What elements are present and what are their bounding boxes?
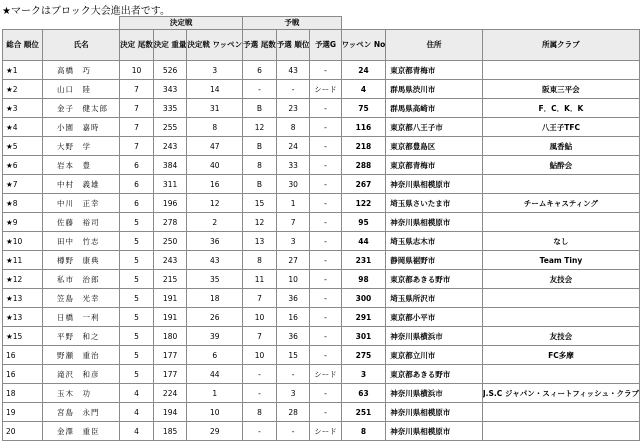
results-table [2,16,640,441]
cell-final-wappen: 18 [187,289,243,308]
table-row [3,213,640,232]
cell-final-wappen: 3 [187,61,243,80]
cell-final-weight: 177 [153,365,187,384]
cell-final-weight: 185 [153,422,187,441]
cell-wappen-no: 95 [341,213,386,232]
cell-prelim-g: - [310,137,341,156]
cell-final-wappen: 40 [187,156,243,175]
cell-prelim-rank: - [276,422,310,441]
cell-rank: ★13 [3,289,43,308]
cell-club [482,175,639,194]
col-final-wappen: 決定戦 ワッペン [187,30,243,61]
cell-prelim-g: - [310,61,341,80]
cell-prelim-g: - [310,327,341,346]
table-row [3,99,640,118]
cell-wappen-no: 288 [341,156,386,175]
cell-club: 友技会 [482,270,639,289]
cell-prelim-hits: 12 [243,118,277,137]
cell-wappen-no: 122 [341,194,386,213]
cell-address: 静岡県裾野市 [386,251,483,270]
cell-name: 笠島 光幸 [43,289,120,308]
table-row [3,365,640,384]
cell-name: 金澤 重臣 [43,422,120,441]
cell-final-wappen: 26 [187,308,243,327]
cell-prelim-rank: 24 [276,137,310,156]
table-row [3,422,640,441]
cell-prelim-hits: 15 [243,194,277,213]
cell-name: 田中 竹志 [43,232,120,251]
cell-rank: ★11 [3,251,43,270]
cell-prelim-hits: 10 [243,346,277,365]
cell-wappen-no: 231 [341,251,386,270]
cell-name: 樽野 康典 [43,251,120,270]
cell-address: 東京都あきる野市 [386,270,483,289]
cell-rank: 20 [3,422,43,441]
table-row [3,137,640,156]
cell-address: 群馬県高崎市 [386,99,483,118]
cell-prelim-rank: 36 [276,289,310,308]
cell-rank: 19 [3,403,43,422]
cell-final-wappen: 36 [187,232,243,251]
cell-final-wappen: 14 [187,80,243,99]
cell-final-hits: 4 [120,403,154,422]
cell-address: 群馬県渋川市 [386,80,483,99]
table-row [3,61,640,80]
cell-final-wappen: 16 [187,175,243,194]
cell-wappen-no: 3 [341,365,386,384]
cell-club: 鮎酔会 [482,156,639,175]
cell-prelim-rank: 23 [276,99,310,118]
cell-rank: 16 [3,346,43,365]
cell-club [482,403,639,422]
cell-address: 神奈川県相模原市 [386,175,483,194]
cell-address: 神奈川県横浜市 [386,327,483,346]
cell-address: 神奈川県相模原市 [386,213,483,232]
cell-prelim-hits: - [243,384,277,403]
cell-prelim-rank: 28 [276,403,310,422]
col-final-hits: 決定 尾数 [120,30,154,61]
cell-final-weight: 384 [153,156,187,175]
cell-club: チームキャスティング [482,194,639,213]
cell-club [482,213,639,232]
cell-wappen-no: 75 [341,99,386,118]
col-rank: 総合 順位 [3,30,43,61]
cell-final-hits: 7 [120,99,154,118]
cell-rank: ★13 [3,308,43,327]
cell-address: 東京都青梅市 [386,61,483,80]
header-row [3,30,640,61]
cell-prelim-hits: 8 [243,251,277,270]
col-prelim-hits: 予選 尾数 [243,30,277,61]
cell-prelim-rank: 16 [276,308,310,327]
cell-prelim-rank: 30 [276,175,310,194]
table-row [3,289,640,308]
cell-rank: ★3 [3,99,43,118]
cell-prelim-g: - [310,384,341,403]
cell-final-weight: 255 [153,118,187,137]
table-row [3,384,640,403]
cell-final-hits: 5 [120,251,154,270]
cell-wappen-no: 275 [341,346,386,365]
cell-address: 東京都豊島区 [386,137,483,156]
cell-prelim-g: - [310,118,341,137]
cell-club: Team Tiny [482,251,639,270]
cell-club [482,365,639,384]
cell-prelim-rank: 10 [276,270,310,289]
cell-address: 神奈川県横浜市 [386,384,483,403]
cell-final-hits: 5 [120,289,154,308]
cell-final-weight: 278 [153,213,187,232]
cell-club [482,61,639,80]
cell-prelim-g: - [310,213,341,232]
cell-final-hits: 4 [120,384,154,403]
cell-name: 大野 学 [43,137,120,156]
cell-prelim-hits: 8 [243,156,277,175]
cell-rank: ★10 [3,232,43,251]
cell-address: 東京都あきる野市 [386,365,483,384]
cell-final-weight: 177 [153,346,187,365]
cell-name: 中川 正幸 [43,194,120,213]
cell-rank: ★15 [3,327,43,346]
cell-prelim-g: - [310,308,341,327]
cell-name: 私市 治郎 [43,270,120,289]
cell-final-weight: 343 [153,80,187,99]
cell-club [482,289,639,308]
cell-final-weight: 250 [153,232,187,251]
cell-final-hits: 10 [120,61,154,80]
col-final-weight: 決定 重量 [153,30,187,61]
cell-wappen-no: 218 [341,137,386,156]
cell-prelim-g: - [310,175,341,194]
col-address: 住所 [386,30,483,61]
cell-final-wappen: 1 [187,384,243,403]
cell-prelim-g: - [310,346,341,365]
cell-final-hits: 6 [120,194,154,213]
cell-name: 中村 義雄 [43,175,120,194]
table-row [3,251,640,270]
cell-final-weight: 526 [153,61,187,80]
cell-final-hits: 5 [120,213,154,232]
cell-rank: ★6 [3,156,43,175]
table-row [3,156,640,175]
cell-wappen-no: 116 [341,118,386,137]
cell-final-weight: 191 [153,289,187,308]
cell-final-hits: 5 [120,232,154,251]
cell-prelim-rank: 1 [276,194,310,213]
cell-address: 神奈川県相模原市 [386,422,483,441]
cell-club: 友技会 [482,327,639,346]
cell-final-weight: 196 [153,194,187,213]
cell-prelim-hits: B [243,99,277,118]
cell-club: なし [482,232,639,251]
cell-final-weight: 191 [153,308,187,327]
cell-name: 金子 健太郎 [43,99,120,118]
cell-prelim-hits: - [243,365,277,384]
cell-prelim-rank: 7 [276,213,310,232]
cell-prelim-hits: 10 [243,308,277,327]
cell-final-hits: 5 [120,270,154,289]
cell-prelim-hits: 13 [243,232,277,251]
cell-address: 神奈川県相模原市 [386,403,483,422]
table-row [3,270,640,289]
cell-rank: ★5 [3,137,43,156]
cell-wappen-no: 251 [341,403,386,422]
cell-prelim-hits: 7 [243,289,277,308]
cell-rank: ★9 [3,213,43,232]
cell-prelim-hits: - [243,422,277,441]
cell-club: FC多摩 [482,346,639,365]
cell-name: 佐藤 裕司 [43,213,120,232]
cell-final-weight: 194 [153,403,187,422]
header-group-row [3,17,640,30]
cell-final-hits: 6 [120,156,154,175]
cell-prelim-g: - [310,403,341,422]
cell-address: 東京都八王子市 [386,118,483,137]
cell-prelim-rank: 33 [276,156,310,175]
cell-club: J.S.C ジャパン・スィートフィッシュ・クラブ [482,384,639,403]
cell-rank: ★8 [3,194,43,213]
cell-final-wappen: 47 [187,137,243,156]
cell-final-wappen: 12 [187,194,243,213]
cell-final-wappen: 6 [187,346,243,365]
col-club: 所属クラブ [482,30,639,61]
cell-club: 風香鮎 [482,137,639,156]
cell-name: 日橋 一利 [43,308,120,327]
cell-club: F．C．K．K [482,99,639,118]
cell-address: 埼玉県志木市 [386,232,483,251]
cell-rank: ★7 [3,175,43,194]
cell-club [482,422,639,441]
cell-prelim-hits: B [243,137,277,156]
group-final: 決定戦 [120,17,243,30]
cell-final-wappen: 2 [187,213,243,232]
cell-prelim-g: - [310,289,341,308]
table-row [3,118,640,137]
cell-final-weight: 215 [153,270,187,289]
cell-final-weight: 243 [153,251,187,270]
cell-rank: ★12 [3,270,43,289]
table-row [3,403,640,422]
col-prelim-g: 予選G [310,30,341,61]
cell-prelim-rank: - [276,80,310,99]
cell-club: 八王子TFC [482,118,639,137]
cell-prelim-hits: 12 [243,213,277,232]
table-row [3,308,640,327]
cell-name: 野瀬 重治 [43,346,120,365]
cell-rank: ★1 [3,61,43,80]
cell-final-hits: 7 [120,80,154,99]
cell-name: 高橋 巧 [43,61,120,80]
cell-prelim-g: - [310,194,341,213]
cell-prelim-hits: 7 [243,327,277,346]
cell-wappen-no: 44 [341,232,386,251]
cell-rank: ★2 [3,80,43,99]
cell-final-weight: 224 [153,384,187,403]
cell-final-weight: 243 [153,137,187,156]
cell-prelim-rank: 27 [276,251,310,270]
cell-final-wappen: 43 [187,251,243,270]
cell-wappen-no: 291 [341,308,386,327]
cell-prelim-rank: 15 [276,346,310,365]
cell-address: 埼玉県所沢市 [386,289,483,308]
col-prelim-rank: 予選 順位 [276,30,310,61]
cell-final-wappen: 8 [187,118,243,137]
table-row [3,80,640,99]
cell-final-wappen: 35 [187,270,243,289]
cell-prelim-rank: 3 [276,384,310,403]
table-row [3,194,640,213]
cell-prelim-g: - [310,156,341,175]
cell-wappen-no: 8 [341,422,386,441]
cell-prelim-rank: - [276,365,310,384]
cell-name: 滝沢 和彦 [43,365,120,384]
cell-final-hits: 4 [120,422,154,441]
cell-rank: ★4 [3,118,43,137]
cell-final-weight: 335 [153,99,187,118]
cell-final-hits: 5 [120,365,154,384]
cell-final-hits: 7 [120,137,154,156]
cell-prelim-hits: 6 [243,61,277,80]
cell-name: 山口 陸 [43,80,120,99]
cell-prelim-hits: B [243,175,277,194]
table-row [3,232,640,251]
notice-text: ★マークはブロック大会進出者です。 [2,6,170,17]
cell-prelim-g: シード [310,80,341,99]
cell-name: 小園 嘉時 [43,118,120,137]
cell-prelim-hits: - [243,80,277,99]
cell-prelim-g: シード [310,365,341,384]
cell-address: 東京都立川市 [386,346,483,365]
cell-final-hits: 5 [120,327,154,346]
cell-address: 東京都小平市 [386,308,483,327]
cell-address: 東京都青梅市 [386,156,483,175]
group-prelim: 予戦 [243,17,341,30]
cell-wappen-no: 63 [341,384,386,403]
cell-final-wappen: 10 [187,403,243,422]
cell-final-wappen: 44 [187,365,243,384]
cell-prelim-hits: 11 [243,270,277,289]
cell-name: 岩本 豊 [43,156,120,175]
cell-wappen-no: 267 [341,175,386,194]
cell-wappen-no: 98 [341,270,386,289]
cell-final-wappen: 31 [187,99,243,118]
cell-wappen-no: 4 [341,80,386,99]
cell-final-weight: 180 [153,327,187,346]
cell-final-weight: 311 [153,175,187,194]
cell-prelim-rank: 3 [276,232,310,251]
cell-prelim-g: - [310,251,341,270]
cell-wappen-no: 24 [341,61,386,80]
cell-final-hits: 5 [120,308,154,327]
cell-name: 玉木 功 [43,384,120,403]
cell-address: 埼玉県さいたま市 [386,194,483,213]
cell-wappen-no: 301 [341,327,386,346]
table-row [3,327,640,346]
cell-prelim-hits: 8 [243,403,277,422]
cell-name: 宮島 永門 [43,403,120,422]
cell-final-hits: 7 [120,118,154,137]
table-row [3,175,640,194]
cell-final-hits: 5 [120,346,154,365]
cell-prelim-rank: 36 [276,327,310,346]
col-name: 氏名 [43,30,120,61]
cell-prelim-g: シード [310,422,341,441]
cell-prelim-g: - [310,232,341,251]
cell-prelim-g: - [310,99,341,118]
cell-prelim-g: - [310,270,341,289]
col-wappen-no: ワッペン No [341,30,386,61]
cell-club [482,308,639,327]
cell-prelim-rank: 8 [276,118,310,137]
cell-final-hits: 6 [120,175,154,194]
cell-name: 平野 和之 [43,327,120,346]
cell-rank: 16 [3,365,43,384]
cell-final-wappen: 29 [187,422,243,441]
cell-club: 阪東三平会 [482,80,639,99]
cell-prelim-rank: 43 [276,61,310,80]
cell-wappen-no: 300 [341,289,386,308]
table-row [3,346,640,365]
cell-final-wappen: 39 [187,327,243,346]
cell-rank: 18 [3,384,43,403]
